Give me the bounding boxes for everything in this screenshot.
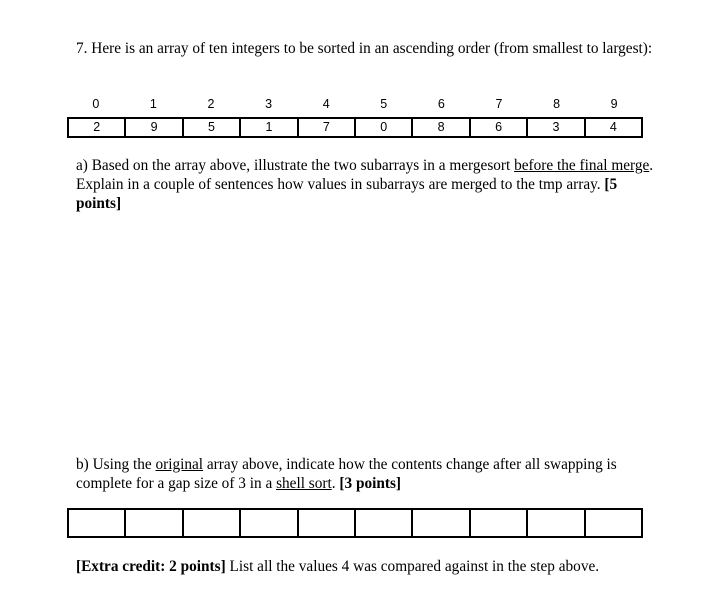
extra-credit-prompt <box>76 557 656 576</box>
part-b-emphasis-shell-sort: shell sort <box>276 475 332 492</box>
array-value-cell: 5 <box>184 119 241 136</box>
extra-credit-text: List all the values 4 was compared against in the step above. <box>225 558 600 575</box>
array-index: 9 <box>610 97 618 111</box>
answer-cell[interactable] <box>586 510 643 536</box>
array-value-cell: 6 <box>471 119 528 136</box>
answer-cell[interactable] <box>241 510 298 536</box>
array-index: 6 <box>437 97 445 111</box>
answer-cell[interactable] <box>126 510 183 536</box>
part-a-emphasis: before the final merge <box>514 157 650 174</box>
array-index: 0 <box>92 97 100 111</box>
array-value-cell: 4 <box>586 119 643 136</box>
answer-cell[interactable] <box>184 510 241 536</box>
array-value-table <box>67 117 643 138</box>
extra-credit-points: [Extra credit: 2 points] <box>76 558 226 575</box>
part-b-prompt <box>76 455 656 493</box>
array-value-cell: 0 <box>356 119 413 136</box>
array-index: 7 <box>495 97 503 111</box>
array-index: 2 <box>207 97 215 111</box>
part-b-text-cont: array above, indicate how the contents change after all swapping is complete for a gap size of 3 in a <box>76 456 617 492</box>
array-value-cell: 8 <box>413 119 470 136</box>
part-b-emphasis-original: original <box>155 456 204 473</box>
array-index-row <box>67 96 643 112</box>
part-b-points: [3 points] <box>339 475 402 492</box>
question-7-intro: 7. Here is an array of ten integers to be sorted in an ascending order (from smallest to largest): <box>76 40 653 57</box>
answer-cell[interactable] <box>413 510 470 536</box>
part-a-text: a) Based on the array above, illustrate the two subarrays in a mergesort <box>76 157 515 174</box>
part-b-text-end: . <box>331 475 340 492</box>
array-value-cell: 1 <box>241 119 298 136</box>
part-b-text: b) Using the <box>76 456 156 473</box>
array-value-cell: 3 <box>528 119 585 136</box>
array-index: 8 <box>553 97 561 111</box>
array-index: 1 <box>149 97 157 111</box>
answer-cell[interactable] <box>299 510 356 536</box>
array-value-cell: 9 <box>126 119 183 136</box>
array-index: 5 <box>380 97 388 111</box>
array-value-cell: 2 <box>69 119 126 136</box>
array-index: 3 <box>265 97 273 111</box>
part-a-points: [5 points] <box>76 176 618 212</box>
answer-cell[interactable] <box>528 510 585 536</box>
answer-cell[interactable] <box>471 510 528 536</box>
array-index: 4 <box>322 97 330 111</box>
answer-cell[interactable] <box>69 510 126 536</box>
array-value-cell: 7 <box>299 119 356 136</box>
answer-cell[interactable] <box>356 510 413 536</box>
part-a-text-cont: . Explain in a couple of sentences how values in subarrays are merged to the tmp array. <box>76 157 654 193</box>
answer-table <box>67 508 643 538</box>
part-a-prompt <box>76 156 656 213</box>
